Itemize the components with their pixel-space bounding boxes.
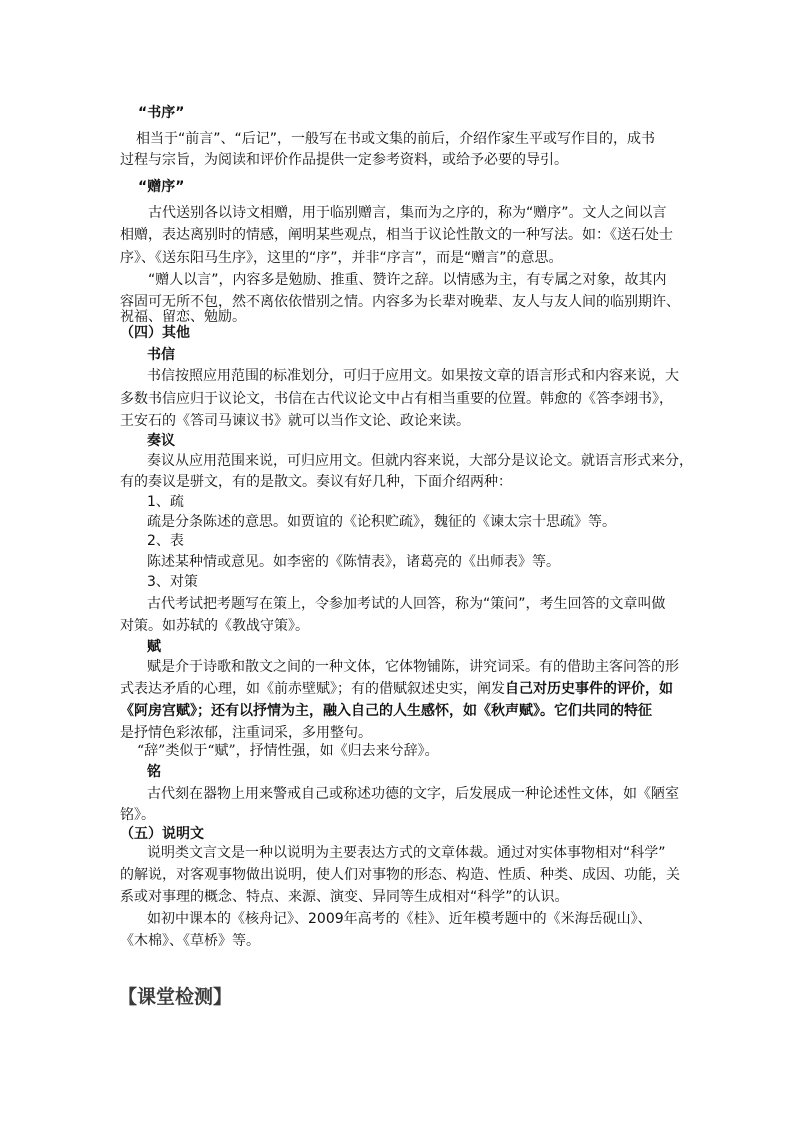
shuoming-paragraph-line: 系或对事理的概念、特点、来源、演变、异同等生成相对“科学”的认识。 <box>120 889 569 905</box>
fu-heading: 赋 <box>147 639 161 655</box>
zouyi-paragraph-line: 有的奏议是骈文，有的是散文。奏议有好几种，下面介绍两种： <box>120 474 512 490</box>
duice-paragraph-line: 古代考试把考题写在策上，令参加考试的人回答，称为“策问”，考生回答的文章叫做 <box>147 596 666 612</box>
shuoming-paragraph-line: 的解说，对客观事物做出说明，使人们对事物的形态、构造、性质、种类、成因、功能，关 <box>120 867 680 883</box>
zengxu-paragraph-line: 容固可无所不包，然不离依依惜别之情。内容多为长辈对晚辈、友人与友人间的临别期许、 <box>120 294 680 310</box>
shuxin-heading: 书信 <box>147 347 175 363</box>
shuoming-paragraph-line: 《木棉》、《草桥》等。 <box>120 933 260 949</box>
fu-paragraph-emphasis-line: 《阿房宫赋》；还有以抒情为主，融入自己的人生感怀，如《秋声赋》。它们共同的特征 <box>120 703 652 719</box>
zengxu-paragraph-line: 序》、《送东阳马生序》，这里的“序”，并非“序言”，而是“赠言”的意思。 <box>120 250 563 266</box>
shuxin-paragraph-line: 多数书信应归于议论文，书信在古代议论文中占有相当重要的位置。韩愈的《答李翊书》， <box>120 391 673 407</box>
shuxu-paragraph-line: 相当于“前言”、“后记”，一般写在书或文集的前后，介绍作家生平或写作目的，成书 <box>136 131 656 147</box>
zengxu-heading: “赠序” <box>138 179 185 195</box>
shuxu-paragraph-line: 过程与宗旨，为阅读和评价作品提供一定参考资料，或给予必要的导引。 <box>120 152 568 168</box>
shuxin-paragraph-line: 书信按照应用范围的标准划分，可归于应用文。如果按文章的语言形式和内容来说，大 <box>147 368 679 384</box>
ming-paragraph-line: 古代刻在器物上用来警戒自己或称述功德的文字，后发展成一种论述性文体，如《陋室 <box>147 786 679 802</box>
fu-paragraph-line <box>120 679 673 699</box>
shuxin-paragraph-line: 王安石的《答司马谏议书》就可以当作文论、政论来读。 <box>120 413 470 429</box>
shu-heading: 1、疏 <box>147 494 184 510</box>
classroom-test-heading: 【课堂检测】 <box>118 986 233 1008</box>
duice-heading: 3、对策 <box>147 574 198 590</box>
biao-paragraph: 陈述某种情或意见。如李密的《陈情表》，诸葛亮的《出师表》等。 <box>147 554 560 570</box>
duice-paragraph-line: 对策。如苏轼的《教战守策》。 <box>120 618 309 634</box>
shu-paragraph: 疏是分条陈述的意思。如贾谊的《论积贮疏》，魏征的《谏太宗十思疏》等。 <box>147 514 616 530</box>
fu-paragraph-line: 赋是介于诗歌和散文之间的一种文体，它体物铺陈，讲究词采。有的借助主客问答的形 <box>147 659 679 675</box>
fu-paragraph-line: 是抒情色彩浓郁，注重词采，多用整句。 <box>120 725 372 741</box>
zengxu-paragraph-line: “赠人以言”，内容多是勉励、推重、赞许之辞。以情感为主，有专属之对象，故其内 <box>148 272 667 288</box>
shuxu-heading: “书序” <box>138 105 185 121</box>
section-5-heading: （五）说明文 <box>120 826 204 842</box>
ming-paragraph-line: 铭》。 <box>120 807 155 823</box>
zouyi-paragraph-line: 奏议从应用范围来说，可归应用文。但就内容来说，大部分是议论文。就语言形式来分， <box>147 453 693 469</box>
shuoming-paragraph-line: 如初中课本的《核舟记》、2009年高考的《桂》、近年模考题中的《米海岳砚山》、 <box>147 911 652 927</box>
shuoming-paragraph-line: 说明类文言文是一种以说明为主要表达方式的文章体裁。通过对实体事物相对“科学” <box>147 845 666 861</box>
zengxu-paragraph-line: 古代送别各以诗文相赠，用于临别赠言，集而为之序的，称为“赠序”。文人之间以言 <box>148 205 667 221</box>
zengxu-paragraph-line: 相赠，表达离别时的情感，阐明某些观点，相当于议论性散文的一种写法。如：《送石处士 <box>120 227 673 243</box>
fu-line-normal: 式表达矛盾的心理，如《前赤壁赋》；有的借赋叙述史实，阐发 <box>120 681 505 697</box>
ming-heading: 铭 <box>147 764 161 780</box>
section-4-heading: （四）其他 <box>120 325 190 341</box>
fu-line-emphasis: 自己对历史事件的评价，如 <box>505 681 673 697</box>
zouyi-heading: 奏议 <box>147 433 175 449</box>
biao-heading: 2、表 <box>147 533 184 549</box>
ci-paragraph: “辞”类似于“赋”，抒情性强，如《归去来兮辞》。 <box>137 743 439 759</box>
zengxu-paragraph-line: 祝福、留恋、勉励。 <box>120 309 246 325</box>
